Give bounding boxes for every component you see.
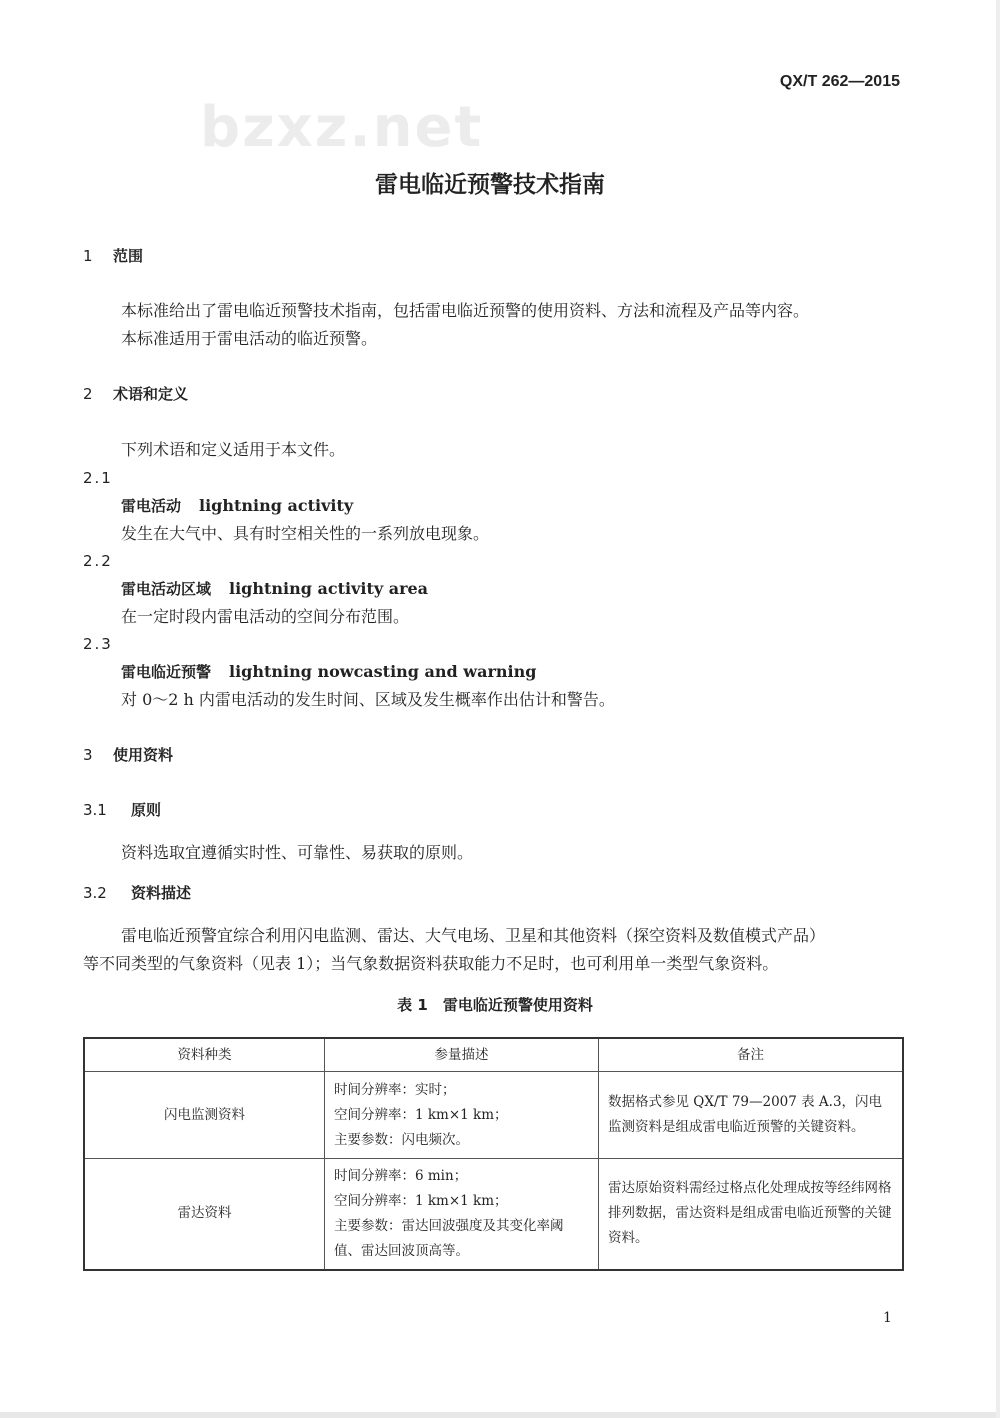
page-number: 1 [883, 1310, 892, 1326]
paragraph: 本标准给出了雷电临近预警技术指南，包括雷电临近预警的使用资料、方法和流程及产品等内容。 [121, 301, 810, 320]
subsection-heading-3-1: 3.1 原则 [83, 801, 162, 819]
param-line: 主要参数：雷达回波强度及其变化率阈值、雷达回波顶高等。 [334, 1217, 564, 1259]
page-right-edge [996, 0, 1000, 1418]
column-header: 参量描述 [325, 1038, 599, 1072]
term-number: 2.3 [83, 635, 113, 653]
cell-params [325, 1072, 599, 1159]
section-heading-3: 3 使用资料 [83, 746, 174, 764]
page-bottom-edge [0, 1412, 1000, 1418]
subsection-heading-3-2: 3.2 资料描述 [83, 884, 192, 902]
paragraph: 资料选取宜遵循实时性、可靠性、易获取的原则。 [121, 843, 474, 862]
data-table [83, 1037, 904, 1271]
paragraph: 下列术语和定义适用于本文件。 [121, 440, 346, 459]
term-number: 2.1 [83, 469, 113, 487]
param-line: 空间分辨率：1 km×1 km； [334, 1106, 508, 1123]
term-definition: 发生在大气中、具有时空相关性的一系列放电现象。 [121, 524, 490, 543]
paragraph: 等不同类型的气象资料（见表 1）；当气象数据资料获取能力不足时，也可利用单一类型气象资料。 [83, 954, 779, 973]
column-header: 备注 [599, 1038, 904, 1072]
param-line: 时间分辨率：6 min； [334, 1167, 468, 1184]
section-heading-1: 1 范围 [83, 247, 144, 265]
table-header-row [84, 1038, 903, 1072]
term-title: 雷电活动区域 lightning activity area [121, 579, 429, 598]
watermark: bzxz.net [200, 95, 484, 160]
term-title: 雷电活动 lightning activity [121, 496, 354, 515]
param-line: 空间分辨率：1 km×1 km； [334, 1192, 508, 1209]
cell-note: 数据格式参见 QX/T 79—2007 表 A.3，闪电监测资料是组成雷电临近预警的关键资料。 [599, 1072, 904, 1159]
term-number: 2.2 [83, 552, 113, 570]
table-row [84, 1072, 903, 1159]
paragraph: 本标准适用于雷电活动的临近预警。 [121, 329, 378, 348]
standard-number: QX/T 262—2015 [779, 73, 900, 90]
cell-note: 雷达原始资料需经过格点化处理成按等经纬网格排列数据，雷达资料是组成雷电临近预警的关键资料。 [599, 1159, 904, 1270]
table-caption: 表 1 雷电临近预警使用资料 [397, 996, 593, 1014]
term-definition: 在一定时段内雷电活动的空间分布范围。 [121, 607, 410, 626]
term-definition: 对 0～2 h 内雷电活动的发生时间、区域及发生概率作出估计和警告。 [121, 690, 615, 709]
column-header: 资料种类 [84, 1038, 325, 1072]
table-row [84, 1159, 903, 1270]
param-line: 主要参数：闪电频次。 [334, 1131, 469, 1148]
cell-type: 雷达资料 [84, 1159, 325, 1270]
paragraph: 雷电临近预警宜综合利用闪电监测、雷达、大气电场、卫星和其他资料（探空资料及数值模式产品） [121, 926, 826, 945]
cell-type: 闪电监测资料 [84, 1072, 325, 1159]
document-title: 雷电临近预警技术指南 [375, 172, 605, 198]
param-line: 时间分辨率：实时； [334, 1081, 456, 1098]
section-heading-2: 2 术语和定义 [83, 385, 189, 403]
cell-params [325, 1159, 599, 1270]
term-title: 雷电临近预警 lightning nowcasting and warning [121, 662, 537, 681]
